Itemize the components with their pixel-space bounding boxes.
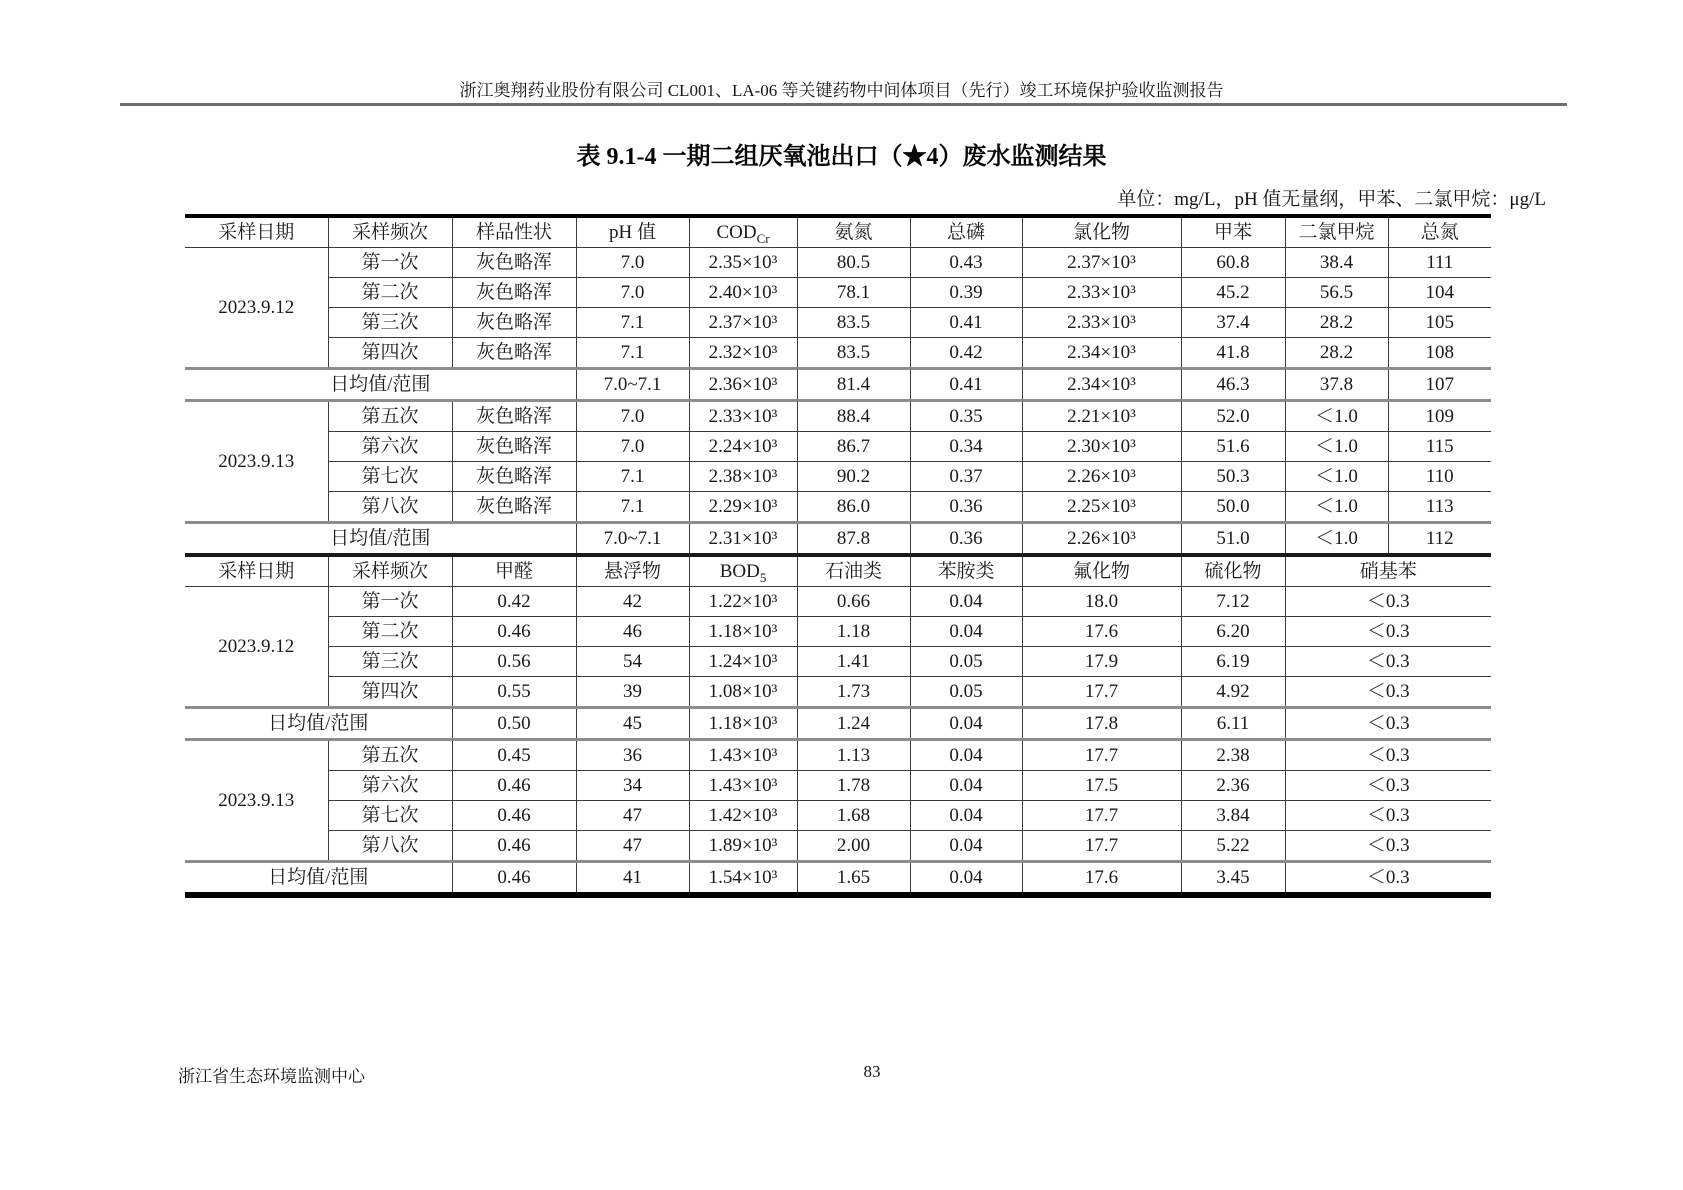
table-cell: 51.6 <box>1181 432 1285 462</box>
table-cell: 2.40×10³ <box>689 278 797 308</box>
table-cell: 2.34×10³ <box>1022 338 1181 369</box>
table-cell: 56.5 <box>1285 278 1388 308</box>
table-cell: 111 <box>1388 248 1491 278</box>
table-cell: 47 <box>576 801 689 831</box>
table-row <box>185 862 1491 896</box>
table-header-cell: $COD_{Cr}$ <box>689 216 797 248</box>
table-cell: 110 <box>1388 462 1491 492</box>
table-header-cell: 甲醛 <box>452 555 576 587</box>
table-cell: 0.04 <box>910 708 1022 740</box>
table-row <box>185 708 1491 740</box>
table-header-cell: 氨氮 <box>797 216 910 248</box>
table-cell: 51.0 <box>1181 523 1285 556</box>
table-cell: 28.2 <box>1285 308 1388 338</box>
table-cell: 0.05 <box>910 647 1022 677</box>
table-cell: 113 <box>1388 492 1491 523</box>
table-row <box>185 801 1491 831</box>
table-cell: 0.46 <box>452 617 576 647</box>
table-cell: 1.22×10³ <box>689 587 797 617</box>
table-row <box>185 401 1491 432</box>
table-cell: 108 <box>1388 338 1491 369</box>
table-cell: 7.1 <box>576 308 689 338</box>
table-cell: 2023.9.12 <box>185 248 328 369</box>
table-cell: 17.7 <box>1022 740 1181 771</box>
table-cell: 2.33×10³ <box>1022 308 1181 338</box>
table-cell: 34 <box>576 771 689 801</box>
table-cell: 6.19 <box>1181 647 1285 677</box>
table-cell: 2.37×10³ <box>1022 248 1181 278</box>
table-cell: 2.37×10³ <box>689 308 797 338</box>
table-cell: 17.7 <box>1022 801 1181 831</box>
table-cell: 47 <box>576 831 689 862</box>
monitoring-table <box>185 214 1491 898</box>
table-header-cell: 石油类 <box>797 555 910 587</box>
table-cell: 104 <box>1388 278 1491 308</box>
table-cell: 0.66 <box>797 587 910 617</box>
table-cell: ＜1.0 <box>1285 462 1388 492</box>
table-row <box>185 432 1491 462</box>
table-cell: 第六次 <box>328 771 452 801</box>
table-row <box>185 248 1491 278</box>
table-cell: 41 <box>576 862 689 896</box>
table-cell: 2.36×10³ <box>689 369 797 401</box>
table-cell: 日均值/范围 <box>185 708 452 740</box>
table-header-row <box>185 216 1491 248</box>
table-cell: 78.1 <box>797 278 910 308</box>
table-cell: 0.04 <box>910 862 1022 896</box>
table-cell: 2023.9.12 <box>185 587 328 708</box>
table-cell: 2.31×10³ <box>689 523 797 556</box>
table-title: 表 9.1-4 一期二组厌氧池出口（★4）废水监测结果 <box>576 144 1107 170</box>
table-cell: 1.18×10³ <box>689 617 797 647</box>
table-cell: 2.34×10³ <box>1022 369 1181 401</box>
table-cell: 7.12 <box>1181 587 1285 617</box>
table-cell: 0.05 <box>910 677 1022 708</box>
table-cell: 2.24×10³ <box>689 432 797 462</box>
table-cell: 1.42×10³ <box>689 801 797 831</box>
table-cell: 1.54×10³ <box>689 862 797 896</box>
table-cell: ＜1.0 <box>1285 401 1388 432</box>
table-header-cell: 样品性状 <box>452 216 576 248</box>
table-cell: 17.8 <box>1022 708 1181 740</box>
table-cell: ＜1.0 <box>1285 492 1388 523</box>
table-cell: 0.46 <box>452 831 576 862</box>
table-cell: 2.26×10³ <box>1022 523 1181 556</box>
table-row <box>185 492 1491 523</box>
table-cell: 86.0 <box>797 492 910 523</box>
table-cell: 2.35×10³ <box>689 248 797 278</box>
table-cell: 2.32×10³ <box>689 338 797 369</box>
table-cell: 83.5 <box>797 308 910 338</box>
table-row <box>185 523 1491 556</box>
table-header-cell: 氟化物 <box>1022 555 1181 587</box>
table-cell: 60.8 <box>1181 248 1285 278</box>
table-header-cell: 采样频次 <box>328 216 452 248</box>
table-row <box>185 617 1491 647</box>
table-cell: 灰色略浑 <box>452 248 576 278</box>
table-cell: 39 <box>576 677 689 708</box>
table-cell: 6.20 <box>1181 617 1285 647</box>
table-row <box>185 647 1491 677</box>
table-cell: ＜0.3 <box>1285 771 1491 801</box>
table-cell: 0.45 <box>452 740 576 771</box>
table-cell: 0.46 <box>452 862 576 896</box>
table-cell: 0.36 <box>910 492 1022 523</box>
table-cell: 第七次 <box>328 462 452 492</box>
table-cell: 2.29×10³ <box>689 492 797 523</box>
table-header-cell: $BOD_5$ <box>689 555 797 587</box>
page-number: 83 <box>863 1062 881 1081</box>
table-cell: 0.04 <box>910 801 1022 831</box>
table-cell: 1.43×10³ <box>689 771 797 801</box>
table-header-cell: 采样日期 <box>185 216 328 248</box>
table-cell: 37.4 <box>1181 308 1285 338</box>
table-cell: 2.00 <box>797 831 910 862</box>
table-cell: 0.42 <box>910 338 1022 369</box>
table-cell: 105 <box>1388 308 1491 338</box>
table-cell: 109 <box>1388 401 1491 432</box>
table-header-cell: 采样频次 <box>328 555 452 587</box>
table-cell: ＜0.3 <box>1285 677 1491 708</box>
table-cell: 0.46 <box>452 801 576 831</box>
table-cell: 17.9 <box>1022 647 1181 677</box>
table-cell: 7.0 <box>576 401 689 432</box>
table-cell: 0.41 <box>910 369 1022 401</box>
table-header-cell: 硝基苯 <box>1285 555 1491 587</box>
table-header-row <box>185 555 1491 587</box>
table-cell: 50.3 <box>1181 462 1285 492</box>
table-header-cell: 氯化物 <box>1022 216 1181 248</box>
table-cell: 4.92 <box>1181 677 1285 708</box>
table-cell: 112 <box>1388 523 1491 556</box>
table-header-cell: pH 值 <box>576 216 689 248</box>
table-cell: 0.50 <box>452 708 576 740</box>
table-cell: 7.0 <box>576 248 689 278</box>
table-cell: 17.6 <box>1022 862 1181 896</box>
table-cell: 1.08×10³ <box>689 677 797 708</box>
table-cell: 2.36 <box>1181 771 1285 801</box>
table-header-cell: 二氯甲烷 <box>1285 216 1388 248</box>
table-cell: ＜0.3 <box>1285 708 1491 740</box>
table-header-cell: 采样日期 <box>185 555 328 587</box>
table-header-cell: 总磷 <box>910 216 1022 248</box>
table-cell: 37.8 <box>1285 369 1388 401</box>
table-cell: 17.7 <box>1022 677 1181 708</box>
table-cell: 灰色略浑 <box>452 401 576 432</box>
table-cell: ＜0.3 <box>1285 862 1491 896</box>
table-cell: 50.0 <box>1181 492 1285 523</box>
table-cell: 1.24×10³ <box>689 647 797 677</box>
table-cell: 第四次 <box>328 338 452 369</box>
table-cell: 6.11 <box>1181 708 1285 740</box>
table-cell: 28.2 <box>1285 338 1388 369</box>
table-cell: 灰色略浑 <box>452 492 576 523</box>
table-row <box>185 308 1491 338</box>
table-cell: 0.46 <box>452 771 576 801</box>
table-cell: 17.6 <box>1022 617 1181 647</box>
table-cell: 0.04 <box>910 831 1022 862</box>
table-cell: 38.4 <box>1285 248 1388 278</box>
table-cell: 1.18 <box>797 617 910 647</box>
table-cell: 41.8 <box>1181 338 1285 369</box>
table-row <box>185 369 1491 401</box>
table-cell: 17.7 <box>1022 831 1181 862</box>
table-cell: 日均值/范围 <box>185 369 576 401</box>
table-header-cell: 甲苯 <box>1181 216 1285 248</box>
table-cell: 0.55 <box>452 677 576 708</box>
table-cell: 1.43×10³ <box>689 740 797 771</box>
table-cell: 0.36 <box>910 523 1022 556</box>
table-cell: 2.33×10³ <box>1022 278 1181 308</box>
table-cell: 灰色略浑 <box>452 308 576 338</box>
table-cell: 0.43 <box>910 248 1022 278</box>
table-cell: 45.2 <box>1181 278 1285 308</box>
table-cell: 2023.9.13 <box>185 740 328 862</box>
table-cell: 0.04 <box>910 617 1022 647</box>
table-cell: 107 <box>1388 369 1491 401</box>
table-cell: 115 <box>1388 432 1491 462</box>
table-cell: 1.24 <box>797 708 910 740</box>
table-cell: 0.34 <box>910 432 1022 462</box>
table-cell: 7.0 <box>576 278 689 308</box>
table-cell: 第五次 <box>328 401 452 432</box>
table-cell: 0.37 <box>910 462 1022 492</box>
table-cell: 灰色略浑 <box>452 278 576 308</box>
table-cell: 灰色略浑 <box>452 338 576 369</box>
table-cell: 0.04 <box>910 587 1022 617</box>
table-cell: 第二次 <box>328 617 452 647</box>
table-cell: 第三次 <box>328 647 452 677</box>
table-cell: 18.0 <box>1022 587 1181 617</box>
table-cell: ＜0.3 <box>1285 617 1491 647</box>
table-row <box>185 677 1491 708</box>
table-row <box>185 338 1491 369</box>
table-cell: ＜0.3 <box>1285 831 1491 862</box>
footer-organization: 浙江省生态环境监测中心 <box>178 1067 365 1086</box>
table-cell: 1.89×10³ <box>689 831 797 862</box>
table-cell: 45 <box>576 708 689 740</box>
table-cell: 42 <box>576 587 689 617</box>
table-row <box>185 740 1491 771</box>
table-cell: 2.33×10³ <box>689 401 797 432</box>
table-cell: 2.25×10³ <box>1022 492 1181 523</box>
table-cell: ＜0.3 <box>1285 801 1491 831</box>
table-cell: 0.42 <box>452 587 576 617</box>
table-cell: 第七次 <box>328 801 452 831</box>
table-row <box>185 278 1491 308</box>
table-cell: 17.5 <box>1022 771 1181 801</box>
table-cell: 36 <box>576 740 689 771</box>
table-cell: 第六次 <box>328 432 452 462</box>
table-cell: 7.1 <box>576 462 689 492</box>
table-cell: 2.30×10³ <box>1022 432 1181 462</box>
table-row <box>185 462 1491 492</box>
table-cell: 7.0~7.1 <box>576 523 689 556</box>
table-cell: 7.1 <box>576 492 689 523</box>
table-cell: 2.38 <box>1181 740 1285 771</box>
table-cell: 1.13 <box>797 740 910 771</box>
table-cell: 0.39 <box>910 278 1022 308</box>
table-header-cell: 总氮 <box>1388 216 1491 248</box>
table-cell: 第八次 <box>328 492 452 523</box>
table-cell: 灰色略浑 <box>452 462 576 492</box>
table-cell: ＜0.3 <box>1285 587 1491 617</box>
table-cell: 52.0 <box>1181 401 1285 432</box>
table-cell: 46.3 <box>1181 369 1285 401</box>
table-cell: 灰色略浑 <box>452 432 576 462</box>
table-cell: 3.84 <box>1181 801 1285 831</box>
table-cell: 1.73 <box>797 677 910 708</box>
table-cell: 90.2 <box>797 462 910 492</box>
table-cell: 1.78 <box>797 771 910 801</box>
table-cell: 1.41 <box>797 647 910 677</box>
table-cell: 第八次 <box>328 831 452 862</box>
table-row <box>185 587 1491 617</box>
table-cell: 2.21×10³ <box>1022 401 1181 432</box>
table-cell: 第五次 <box>328 740 452 771</box>
document-header: 浙江奥翔药业股份有限公司 CL001、LA-06 等关键药物中间体项目（先行）竣工环境保护验收监测报告 <box>459 81 1224 100</box>
table-cell: 81.4 <box>797 369 910 401</box>
table-cell: 5.22 <box>1181 831 1285 862</box>
table-header-cell: 苯胺类 <box>910 555 1022 587</box>
table-cell: 87.8 <box>797 523 910 556</box>
table-cell: 1.18×10³ <box>689 708 797 740</box>
table-cell: 2.26×10³ <box>1022 462 1181 492</box>
table-cell: 0.41 <box>910 308 1022 338</box>
table-cell: ＜1.0 <box>1285 432 1388 462</box>
table-cell: 0.04 <box>910 771 1022 801</box>
table-cell: 0.04 <box>910 740 1022 771</box>
table-cell: 0.56 <box>452 647 576 677</box>
table-cell: 第三次 <box>328 308 452 338</box>
table-cell: 46 <box>576 617 689 647</box>
table-cell: 88.4 <box>797 401 910 432</box>
table-cell: 1.65 <box>797 862 910 896</box>
table-header-cell: 悬浮物 <box>576 555 689 587</box>
units-note: 单位：mg/L，pH 值无量纲，甲苯、二氯甲烷：μg/L <box>1117 189 1546 210</box>
table-cell: ＜1.0 <box>1285 523 1388 556</box>
table-cell: 第一次 <box>328 587 452 617</box>
table-cell: 7.0~7.1 <box>576 369 689 401</box>
table-cell: 第二次 <box>328 278 452 308</box>
table-row <box>185 831 1491 862</box>
table-cell: 83.5 <box>797 338 910 369</box>
table-cell: 日均值/范围 <box>185 523 576 556</box>
table-cell: 7.0 <box>576 432 689 462</box>
table-cell: ＜0.3 <box>1285 740 1491 771</box>
table-cell: 2023.9.13 <box>185 401 328 523</box>
header-rule <box>120 103 1567 106</box>
table-cell: ＜0.3 <box>1285 647 1491 677</box>
table-cell: 日均值/范围 <box>185 862 452 896</box>
table-cell: 7.1 <box>576 338 689 369</box>
table-cell: 54 <box>576 647 689 677</box>
table-body <box>185 216 1491 895</box>
table-cell: 3.45 <box>1181 862 1285 896</box>
table-cell: 1.68 <box>797 801 910 831</box>
table-header-cell: 硫化物 <box>1181 555 1285 587</box>
table-cell: 0.35 <box>910 401 1022 432</box>
table-row <box>185 771 1491 801</box>
table-cell: 86.7 <box>797 432 910 462</box>
table-cell: 2.38×10³ <box>689 462 797 492</box>
table-cell: 80.5 <box>797 248 910 278</box>
table-cell: 第四次 <box>328 677 452 708</box>
table-cell: 第一次 <box>328 248 452 278</box>
